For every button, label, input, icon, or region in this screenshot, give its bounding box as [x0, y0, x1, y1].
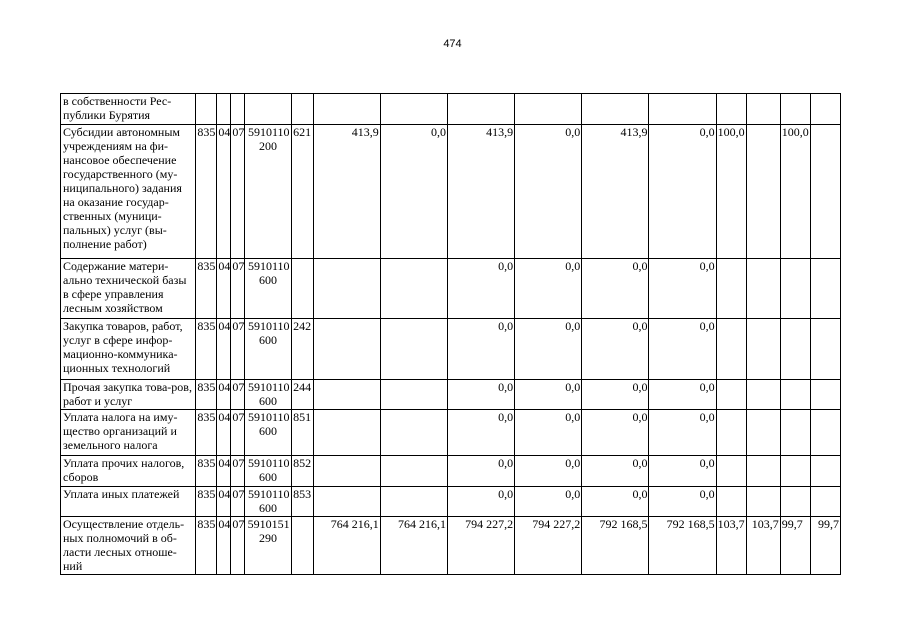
percent-2-cell: [746, 125, 780, 259]
subsection-code-cell: 07: [231, 125, 245, 259]
value-6-cell: [649, 94, 716, 125]
value-2-cell: [380, 456, 447, 487]
row-name-cell: Закупка товаров, работ, услуг в сфере инфор-мационно-коммуника-ционных технологий: [61, 319, 196, 380]
section-code-cell: 04: [217, 380, 231, 410]
subsection-code-cell: 07: [231, 259, 245, 319]
table-body: [61, 94, 841, 575]
percent-3-cell: [780, 487, 810, 517]
subsection-code-cell: 07: [231, 319, 245, 380]
value-4-cell: 0,0: [515, 487, 582, 517]
section-code-cell: 04: [217, 487, 231, 517]
table-row: [61, 487, 841, 517]
target-article-code-main: 5910110: [248, 125, 290, 139]
percent-2-cell: 103,7: [746, 517, 780, 575]
value-4-cell: 0,0: [515, 410, 582, 456]
row-name-cell: Уплата прочих налогов, сборов: [61, 456, 196, 487]
percent-4-cell: [810, 487, 840, 517]
value-5-cell: 0,0: [582, 259, 649, 319]
value-1-cell: [313, 380, 380, 410]
budget-table: [60, 93, 841, 575]
value-6-cell: 0,0: [649, 259, 716, 319]
percent-2-cell: [746, 319, 780, 380]
expense-type-code-cell: 242: [291, 319, 313, 380]
section-code-cell: 04: [217, 319, 231, 380]
target-article-code: [245, 319, 291, 380]
value-1-cell: [313, 94, 380, 125]
percent-3-cell: [780, 456, 810, 487]
ministry-code-cell: [196, 94, 217, 125]
percent-3-cell: 99,7: [780, 517, 810, 575]
value-4-cell: 0,0: [515, 456, 582, 487]
target-article-code: [245, 517, 291, 575]
value-3-cell: 413,9: [447, 125, 514, 259]
value-1-cell: [313, 410, 380, 456]
expense-type-code-cell: 852: [291, 456, 313, 487]
table-row: [61, 517, 841, 575]
percent-3-cell: [780, 319, 810, 380]
target-article-code: [245, 125, 291, 259]
percent-4-cell: [810, 456, 840, 487]
expense-type-code-cell: 621: [291, 125, 313, 259]
value-4-cell: 0,0: [515, 319, 582, 380]
value-5-cell: [582, 94, 649, 125]
ministry-code-cell: 835: [196, 259, 217, 319]
section-code-cell: 04: [217, 517, 231, 575]
expense-type-code-cell: [291, 517, 313, 575]
value-3-cell: 0,0: [447, 487, 514, 517]
percent-3-cell: [780, 380, 810, 410]
subsection-code-cell: 07: [231, 517, 245, 575]
row-name-cell: Осуществление отдель-ных полномочий в об-ласти лесных отноше-ний: [61, 517, 196, 575]
percent-1-cell: 100,0: [716, 125, 746, 259]
value-3-cell: 0,0: [447, 319, 514, 380]
value-2-cell: [380, 259, 447, 319]
ministry-code-cell: 835: [196, 487, 217, 517]
percent-2-cell: [746, 487, 780, 517]
target-article-code-suffix: 600: [259, 501, 277, 515]
percent-1-cell: [716, 487, 746, 517]
value-3-cell: 0,0: [447, 380, 514, 410]
percent-2-cell: [746, 94, 780, 125]
value-3-cell: [447, 94, 514, 125]
target-article-code-main: 5910110: [248, 410, 290, 424]
target-article-code-suffix: 600: [259, 470, 277, 484]
value-5-cell: 0,0: [582, 487, 649, 517]
target-article-code-main: 5910110: [248, 456, 290, 470]
value-5-cell: 413,9: [582, 125, 649, 259]
target-article-code: [245, 259, 291, 319]
value-6-cell: 0,0: [649, 456, 716, 487]
table-row: [61, 259, 841, 319]
value-6-cell: 792 168,5: [649, 517, 716, 575]
table-row: [61, 456, 841, 487]
target-article-code: [245, 410, 291, 456]
value-6-cell: 0,0: [649, 319, 716, 380]
row-name-cell: Уплата иных платежей: [61, 487, 196, 517]
section-code-cell: 04: [217, 259, 231, 319]
value-2-cell: [380, 94, 447, 125]
percent-3-cell: [780, 410, 810, 456]
expense-type-code-cell: 853: [291, 487, 313, 517]
value-2-cell: 764 216,1: [380, 517, 447, 575]
expense-type-code-cell: 244: [291, 380, 313, 410]
expense-type-code-cell: [291, 259, 313, 319]
percent-1-cell: [716, 380, 746, 410]
section-code-cell: 04: [217, 410, 231, 456]
percent-4-cell: [810, 125, 840, 259]
target-article-code-main: 5910110: [248, 319, 290, 333]
percent-2-cell: [746, 259, 780, 319]
value-6-cell: 0,0: [649, 410, 716, 456]
target-article-code-main: 5910110: [248, 259, 290, 273]
value-3-cell: 0,0: [447, 456, 514, 487]
target-article-code-suffix: 600: [259, 333, 277, 347]
value-1-cell: [313, 487, 380, 517]
value-3-cell: 0,0: [447, 410, 514, 456]
value-5-cell: 0,0: [582, 319, 649, 380]
percent-1-cell: [716, 410, 746, 456]
percent-1-cell: [716, 259, 746, 319]
target-article-code-main: 5910151: [247, 517, 290, 531]
target-article-code-suffix: 600: [259, 424, 277, 438]
value-4-cell: 0,0: [515, 380, 582, 410]
subsection-code-cell: 07: [231, 456, 245, 487]
value-1-cell: [313, 259, 380, 319]
ministry-code-cell: 835: [196, 410, 217, 456]
value-6-cell: 0,0: [649, 125, 716, 259]
target-article-code: [245, 94, 291, 125]
target-article-code-suffix: 600: [259, 394, 277, 408]
table-row: [61, 94, 841, 125]
value-4-cell: 0,0: [515, 125, 582, 259]
value-3-cell: 0,0: [447, 259, 514, 319]
target-article-code: [245, 380, 291, 410]
value-5-cell: 792 168,5: [582, 517, 649, 575]
percent-4-cell: [810, 380, 840, 410]
value-6-cell: 0,0: [649, 380, 716, 410]
ministry-code-cell: 835: [196, 125, 217, 259]
target-article-code-suffix: 600: [259, 273, 277, 287]
value-1-cell: 413,9: [313, 125, 380, 259]
subsection-code-cell: 07: [231, 410, 245, 456]
row-name-cell: в собственности Рес-публики Бурятия: [61, 94, 196, 125]
value-4-cell: 794 227,2: [515, 517, 582, 575]
subsection-code-cell: 07: [231, 380, 245, 410]
table-row: [61, 380, 841, 410]
subsection-code-cell: 07: [231, 487, 245, 517]
value-5-cell: 0,0: [582, 456, 649, 487]
value-4-cell: [515, 94, 582, 125]
percent-4-cell: [810, 94, 840, 125]
percent-2-cell: [746, 410, 780, 456]
ministry-code-cell: 835: [196, 380, 217, 410]
value-1-cell: [313, 456, 380, 487]
section-code-cell: 04: [217, 125, 231, 259]
percent-2-cell: [746, 380, 780, 410]
percent-1-cell: [716, 456, 746, 487]
value-2-cell: [380, 487, 447, 517]
value-1-cell: [313, 319, 380, 380]
value-2-cell: [380, 410, 447, 456]
percent-1-cell: [716, 94, 746, 125]
target-article-code: [245, 456, 291, 487]
row-name-cell: Субсидии автономным учреждениям на фи-нансовое обеспечение государственного (му-ниципального) задания на оказание государ-ственных (муници-пальных) услуг (вы-полнение работ): [61, 125, 196, 259]
percent-2-cell: [746, 456, 780, 487]
section-code-cell: 04: [217, 456, 231, 487]
table-row: [61, 319, 841, 380]
value-3-cell: 794 227,2: [447, 517, 514, 575]
expense-type-code-cell: [291, 94, 313, 125]
percent-3-cell: [780, 94, 810, 125]
percent-4-cell: [810, 259, 840, 319]
target-article-code-suffix: 290: [259, 531, 277, 545]
row-name-cell: Прочая закупка това-ров, работ и услуг: [61, 380, 196, 410]
value-1-cell: 764 216,1: [313, 517, 380, 575]
target-article-code-main: 5910110: [248, 380, 290, 394]
section-code-cell: [217, 94, 231, 125]
percent-1-cell: [716, 319, 746, 380]
percent-1-cell: 103,7: [716, 517, 746, 575]
percent-3-cell: 100,0: [780, 125, 810, 259]
target-article-code-main: 5910110: [248, 487, 290, 501]
target-article-code-suffix: 200: [259, 139, 277, 153]
percent-4-cell: 99,7: [810, 517, 840, 575]
row-name-cell: Содержание матери-ально технической базы в сфере управления лесным хозяйством: [61, 259, 196, 319]
value-2-cell: [380, 380, 447, 410]
page-number: 474: [443, 38, 462, 50]
ministry-code-cell: 835: [196, 456, 217, 487]
table-row: [61, 125, 841, 259]
subsection-code-cell: [231, 94, 245, 125]
value-6-cell: 0,0: [649, 487, 716, 517]
expense-type-code-cell: 851: [291, 410, 313, 456]
ministry-code-cell: 835: [196, 319, 217, 380]
percent-4-cell: [810, 410, 840, 456]
table-row: [61, 410, 841, 456]
value-5-cell: 0,0: [582, 380, 649, 410]
target-article-code: [245, 487, 291, 517]
value-2-cell: [380, 319, 447, 380]
percent-4-cell: [810, 319, 840, 380]
value-2-cell: 0,0: [380, 125, 447, 259]
percent-3-cell: [780, 259, 810, 319]
value-4-cell: 0,0: [515, 259, 582, 319]
row-name-cell: Уплата налога на иму-щество организаций и земельного налога: [61, 410, 196, 456]
value-5-cell: 0,0: [582, 410, 649, 456]
ministry-code-cell: 835: [196, 517, 217, 575]
